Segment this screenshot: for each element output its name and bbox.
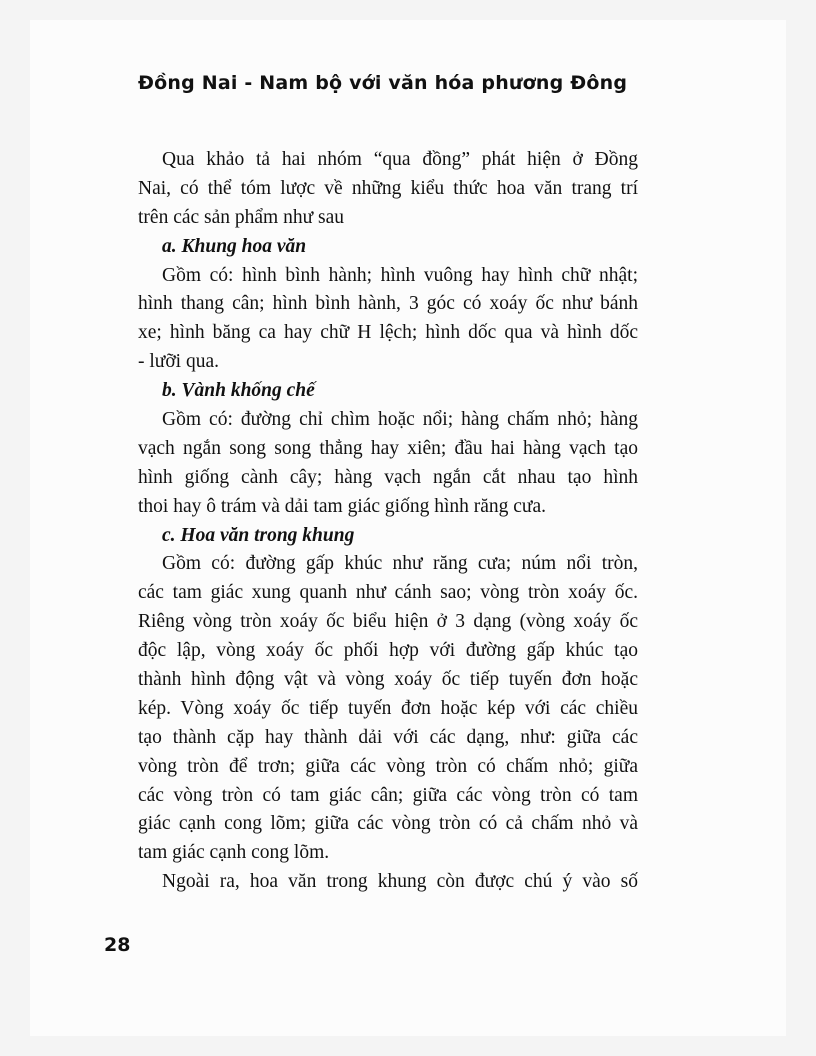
text-line: độc lập, vòng xoáy ốc phối hợp với đường gấp khúc tạo [138, 640, 638, 662]
text-line: - lưỡi qua. [138, 351, 219, 373]
text-line: vòng tròn để trơn; giữa các vòng tròn có chấm nhỏ; giữa [138, 755, 638, 777]
text-line: Nai, có thể tóm lược về những kiểu thức hoa văn trang trí [138, 177, 638, 199]
text-line: tạo thành cặp hay thành dải với các dạng, như: giữa các [138, 726, 638, 748]
text-line: Gồm có: đường chỉ chìm hoặc nổi; hàng chấm nhỏ; hàng [162, 409, 638, 431]
text-line: các tam giác xung quanh như cánh sao; vòng tròn xoáy ốc. [138, 582, 638, 604]
text-line: Riêng vòng tròn xoáy ốc biểu hiện ở 3 dạng (vòng xoáy ốc [138, 611, 638, 633]
body-text [138, 146, 638, 897]
text-line: Qua khảo tả hai nhóm “qua đồng” phát hiện ở Đồng [162, 149, 638, 170]
text-line: Gồm có: hình bình hành; hình vuông hay hình chữ nhật; [162, 264, 638, 286]
text-line: xe; hình băng ca hay chữ H lệch; hình dốc qua và hình dốc [138, 322, 638, 344]
text-line: vạch ngắn song song thẳng hay xiên; đầu hai hàng vạch tạo [138, 437, 638, 459]
text-line: hình thang cân; hình bình hành, 3 góc có xoáy ốc như bánh [138, 293, 638, 315]
text-line: các vòng tròn có tam giác cân; giữa các vòng tròn có tam [138, 784, 638, 806]
section-heading: a. Khung hoa văn [162, 235, 307, 257]
text-line: thành hình động vật và vòng xoáy ốc tiếp tuyến đơn hoặc [138, 669, 638, 691]
text-line: thoi hay ô trám và dải tam giác giống hình răng cưa. [138, 495, 547, 517]
text-line: kép. Vòng xoáy ốc tiếp tuyến đơn hoặc kép với các chiều [138, 697, 638, 719]
text-line: hình giống cành cây; hàng vạch ngắn cắt nhau tạo hình [138, 466, 638, 488]
running-header: Đồng Nai - Nam bộ với văn hóa phương Đông [138, 72, 628, 94]
text-line: trên các sản phẩm như sau [138, 206, 345, 228]
text-line: giác cạnh cong lõm; giữa các vòng tròn có cả chấm nhỏ và [138, 813, 638, 835]
text-line: tam giác cạnh cong lõm. [138, 842, 330, 864]
text-line: Gồm có: đường gấp khúc như răng cưa; núm nổi tròn, [162, 553, 638, 575]
text-line: Ngoài ra, hoa văn trong khung còn được chú ý vào số [162, 871, 638, 893]
page-number: 28 [104, 934, 131, 956]
section-heading: c. Hoa văn trong khung [162, 524, 355, 546]
section-heading: b. Vành khống chế [162, 380, 315, 402]
